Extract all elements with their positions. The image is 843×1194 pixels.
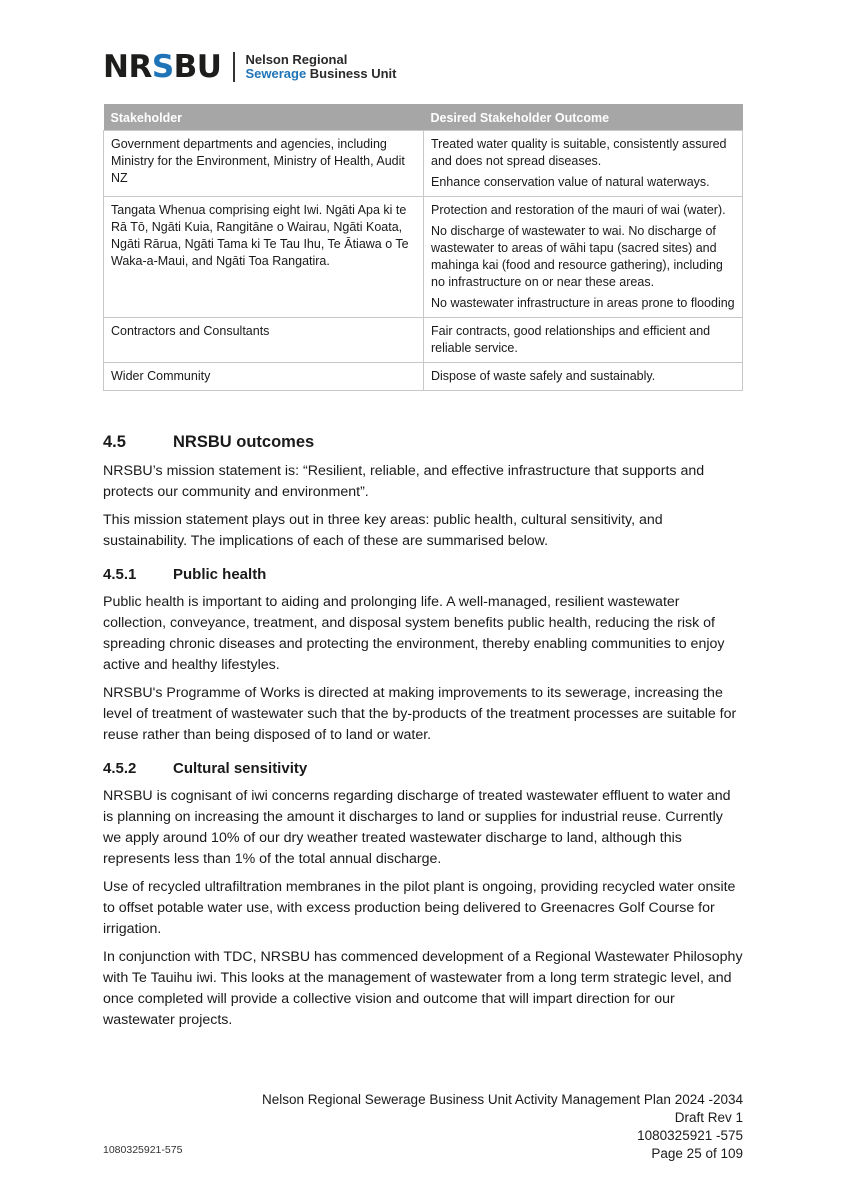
paragraph: NRSBU’s mission statement is: “Resilient, reliable, and effective infrastructure that supports and protects our community and environment”.: [103, 463, 705, 500]
table-header-row: [104, 104, 743, 131]
main-content: [103, 432, 743, 1038]
column-header: Stakeholder: [104, 104, 424, 131]
subsection-title: Cultural sensitivity: [173, 760, 308, 777]
logo-divider: [233, 52, 235, 82]
outcome-cell: [424, 363, 743, 391]
section-heading: [103, 432, 743, 453]
paragraph: NRSBU is cognisant of iwi concerns regarding discharge of treated wastewater effluent to water and is planning on increasing the amount it discharges to land or supplies for industrial reuse. Currently we apply around 10% of our dry weather treated wastewater discharge to land, although this represents less than 1% of the total annual discharge.: [103, 788, 731, 867]
section-title: NRSBU outcomes: [173, 433, 315, 451]
paragraph: This mission statement plays out in three key areas: public health, cultural sensitivity, and sustainability. The implications of each of these are summarised below.: [103, 512, 663, 549]
stakeholder-cell: Tangata Whenua comprising eight Iwi. Ngāti Apa ki te Rā Tō, Ngāti Kuia, Rangitāne o Wairau, Ngāti Koata, Ngāti Rārua, Ngāti Tama ki Te Tau Ihu, Te Ātiawa o Te Waka-a-Maui, and Ngāti Toa Rangatira.: [104, 197, 424, 318]
footer-revision: Draft Rev 1: [674, 1110, 743, 1125]
outcome-cell: [424, 131, 743, 197]
section-number: 4.5: [103, 433, 126, 451]
table-row: [104, 197, 743, 318]
subsection-number: 4.5.1: [103, 566, 137, 583]
outcome-text: Protection and restoration of the mauri of wai (water).: [431, 203, 726, 217]
subsection-heading: [103, 758, 743, 779]
logo-line1: Nelson Regional: [245, 52, 348, 67]
paragraph: In conjunction with TDC, NRSBU has commenced development of a Regional Wastewater Philosophy with Te Tauihu iwi. This looks at the management of wastewater from a long term strategic level, and once completed will provide a collective vision and outcome that will impart direction for our wastewater projects.: [103, 949, 743, 1028]
paragraph: Public health is important to aiding and prolonging life. A well-managed, resilient wastewater collection, conveyance, treatment, and disposal system benefits public health, reducing the risk of spreading chronic diseases and protecting the environment, thereby enabling communities to enjoy active and healthy lifestyles.: [103, 594, 725, 673]
outcome-cell: [424, 197, 743, 318]
outcome-cell: [424, 318, 743, 363]
stakeholder-cell: Contractors and Consultants: [104, 318, 424, 363]
page-number: Page 25 of 109: [651, 1146, 743, 1161]
footer-title: Nelson Regional Sewerage Business Unit Activity Management Plan 2024 -2034: [261, 1092, 743, 1107]
nrsbu-logo: [103, 50, 396, 84]
stakeholder-cell: Government departments and agencies, including Ministry for the Environment, Ministry of Health, Audit NZ: [104, 131, 424, 197]
logo-wordmark: NRSBU: [103, 49, 222, 85]
subsection-number: 4.5.2: [103, 760, 137, 777]
logo-line2: Sewerage Business Unit: [245, 66, 397, 81]
table-row: [104, 131, 743, 197]
stakeholder-cell: Wider Community: [104, 363, 424, 391]
column-header: Desired Stakeholder Outcome: [424, 104, 743, 131]
outcome-text: Dispose of waste safely and sustainably.: [431, 369, 656, 383]
stakeholder-table: [103, 104, 743, 391]
subsection-heading: [103, 564, 743, 585]
footer-info: [262, 1091, 743, 1163]
outcome-text: No wastewater infrastructure in areas prone to flooding: [431, 296, 735, 310]
subsection-title: Public health: [173, 566, 267, 583]
paragraph: Use of recycled ultrafiltration membranes in the pilot plant is ongoing, providing recycled water onsite to offset potable water use, with excess production being delivered to Greenacres Golf Course for irrigation.: [103, 879, 736, 937]
outcome-text: Enhance conservation value of natural waterways.: [431, 175, 710, 189]
outcome-text: Treated water quality is suitable, consistently assured and does not spread diseases.: [431, 137, 727, 168]
paragraph: NRSBU's Programme of Works is directed at making improvements to its sewerage, increasing the level of treatment of wastewater such that the by-products of the treatment processes are suitable for reuse rather than being disposed of to land or water.: [103, 685, 737, 743]
logo-tagline: [245, 53, 396, 81]
outcome-text: No discharge of wastewater to wai. No discharge of wastewater to areas of wāhi tapu (sacred sites) and mahinga kai (food and resource gathering), including no infrastructure on or near these areas.: [431, 224, 723, 289]
footer-reference: 1080325921 -575: [637, 1128, 743, 1143]
footer-doc-id: 1080325921-575: [103, 1144, 183, 1156]
table-row: [104, 363, 743, 391]
table-row: [104, 318, 743, 363]
outcome-text: Fair contracts, good relationships and efficient and reliable service.: [431, 324, 711, 355]
